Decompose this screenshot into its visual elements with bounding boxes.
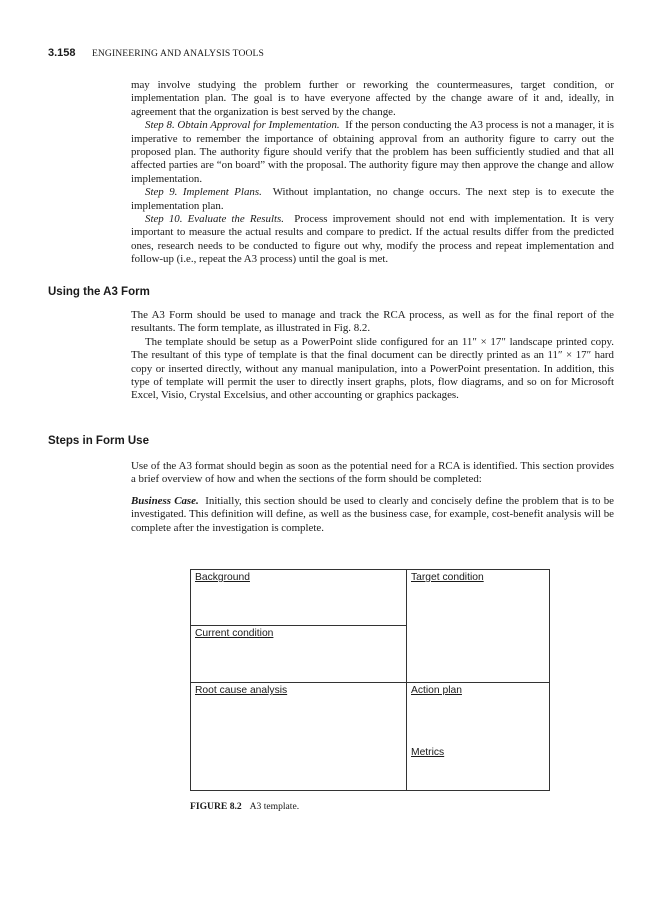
step-10-paragraph: [131, 213, 614, 267]
section-1-text: [131, 309, 614, 403]
target-condition-label: Target condition: [411, 572, 484, 583]
section-heading-steps-in-form-use: Steps in Form Use: [48, 435, 149, 447]
intro-text: [131, 79, 614, 267]
step-9-paragraph: [131, 186, 614, 213]
current-condition-label: Current condition: [195, 628, 274, 639]
a3-cell-background: [191, 570, 406, 583]
section-2-text: [131, 460, 614, 535]
a3-cell-root-cause-analysis: [191, 683, 406, 696]
section-heading-using-a3-form: Using the A3 Form: [48, 286, 150, 298]
action-plan-label: Action plan: [411, 685, 462, 696]
step-8-paragraph: [131, 119, 614, 186]
metrics-label: Metrics: [411, 747, 445, 758]
figure-caption-text: A3 template.: [249, 801, 300, 812]
a3-cell-metrics: [407, 745, 549, 758]
section-1-paragraph-1: The A3 Form should be used to manage and track the RCA process, as well as for the final report of the resultants. The form template, as illustrated in Fig. 8.2.: [131, 309, 614, 335]
figure-caption: [190, 801, 299, 812]
intro-paragraph: may involve studying the problem further or reworking the countermeasures, target condition, or implementation plan. The goal is to have everyone affected by the change aware of it and, ideally, in agreement that the organization is best served by the change.: [131, 79, 614, 118]
page-number: 3.158: [48, 47, 76, 59]
a3-template-figure: [190, 569, 550, 791]
a3-cell-target-condition: [407, 570, 549, 583]
running-header: [48, 47, 264, 59]
running-title: ENGINEERING AND ANALYSIS TOOLS: [91, 48, 264, 59]
step-9-text: Without implantation, no change occurs. The next step is to execute the implementation plan.: [131, 186, 614, 212]
background-label: Background: [195, 572, 250, 583]
section-2-paragraph-1: Use of the A3 format should begin as soon as the potential need for a RCA is identified. This section provides a brief overview of how and when the sections of the form should be completed:: [131, 460, 614, 486]
step-9-label: Step 9. Implement Plans.: [145, 186, 262, 199]
step-8-label: Step 8. Obtain Approval for Implementation.: [145, 119, 340, 132]
a3-cell-current-condition: [191, 626, 406, 639]
figure-label: FIGURE 8.2: [190, 801, 242, 812]
business-case-label: Business Case.: [131, 494, 199, 507]
root-cause-analysis-label: Root cause analysis: [195, 685, 288, 696]
business-case-paragraph: [131, 495, 614, 535]
step-8-text: If the person conducting the A3 process is not a manager, it is imperative to remember the importance of obtaining approval from an authority figure to carry out the proposed plan. The authority figure should verify that the problem has been sufficiently studied and that all affected parties are “on board” with the proposal. The authority figure may then approve the change and allow implementation.: [131, 119, 615, 185]
step-10-label: Step 10. Evaluate the Results.: [145, 213, 285, 226]
step-10-text: Process improvement should not end with implementation. It is very important to measure the actual results and compare to predict. If the actual results differ from the predicted ones, research needs to be conducted to figure out why, modify the process and repeat implementation and follow-up (i.e., repeat the A3 process) until the goal is met.: [131, 213, 614, 266]
section-1-paragraph-2: The template should be setup as a PowerPoint slide configured for an 11″ × 17″ landscape printed copy. The resultant of this type of template is that the final document can be directly printed as an 11″ × 17″ hard copy or inserted directly, without any manual manipulation, into a PowerPoint presentation. In addition, this type of template will permit the user to directly insert graphs, plots, flow diagrams, and so on for Microsoft Excel, Visio, Crystal Excelsius, and other accounting or graphics packages.: [131, 335, 614, 402]
business-case-text: Initially, this section should be used to clearly and concisely define the problem that is to be investigated. This definition will define, as well as the business case, for example, cost-benefit analysis will be complete after the investigation is complete.: [131, 494, 615, 534]
a3-cell-action-plan: [407, 683, 549, 696]
